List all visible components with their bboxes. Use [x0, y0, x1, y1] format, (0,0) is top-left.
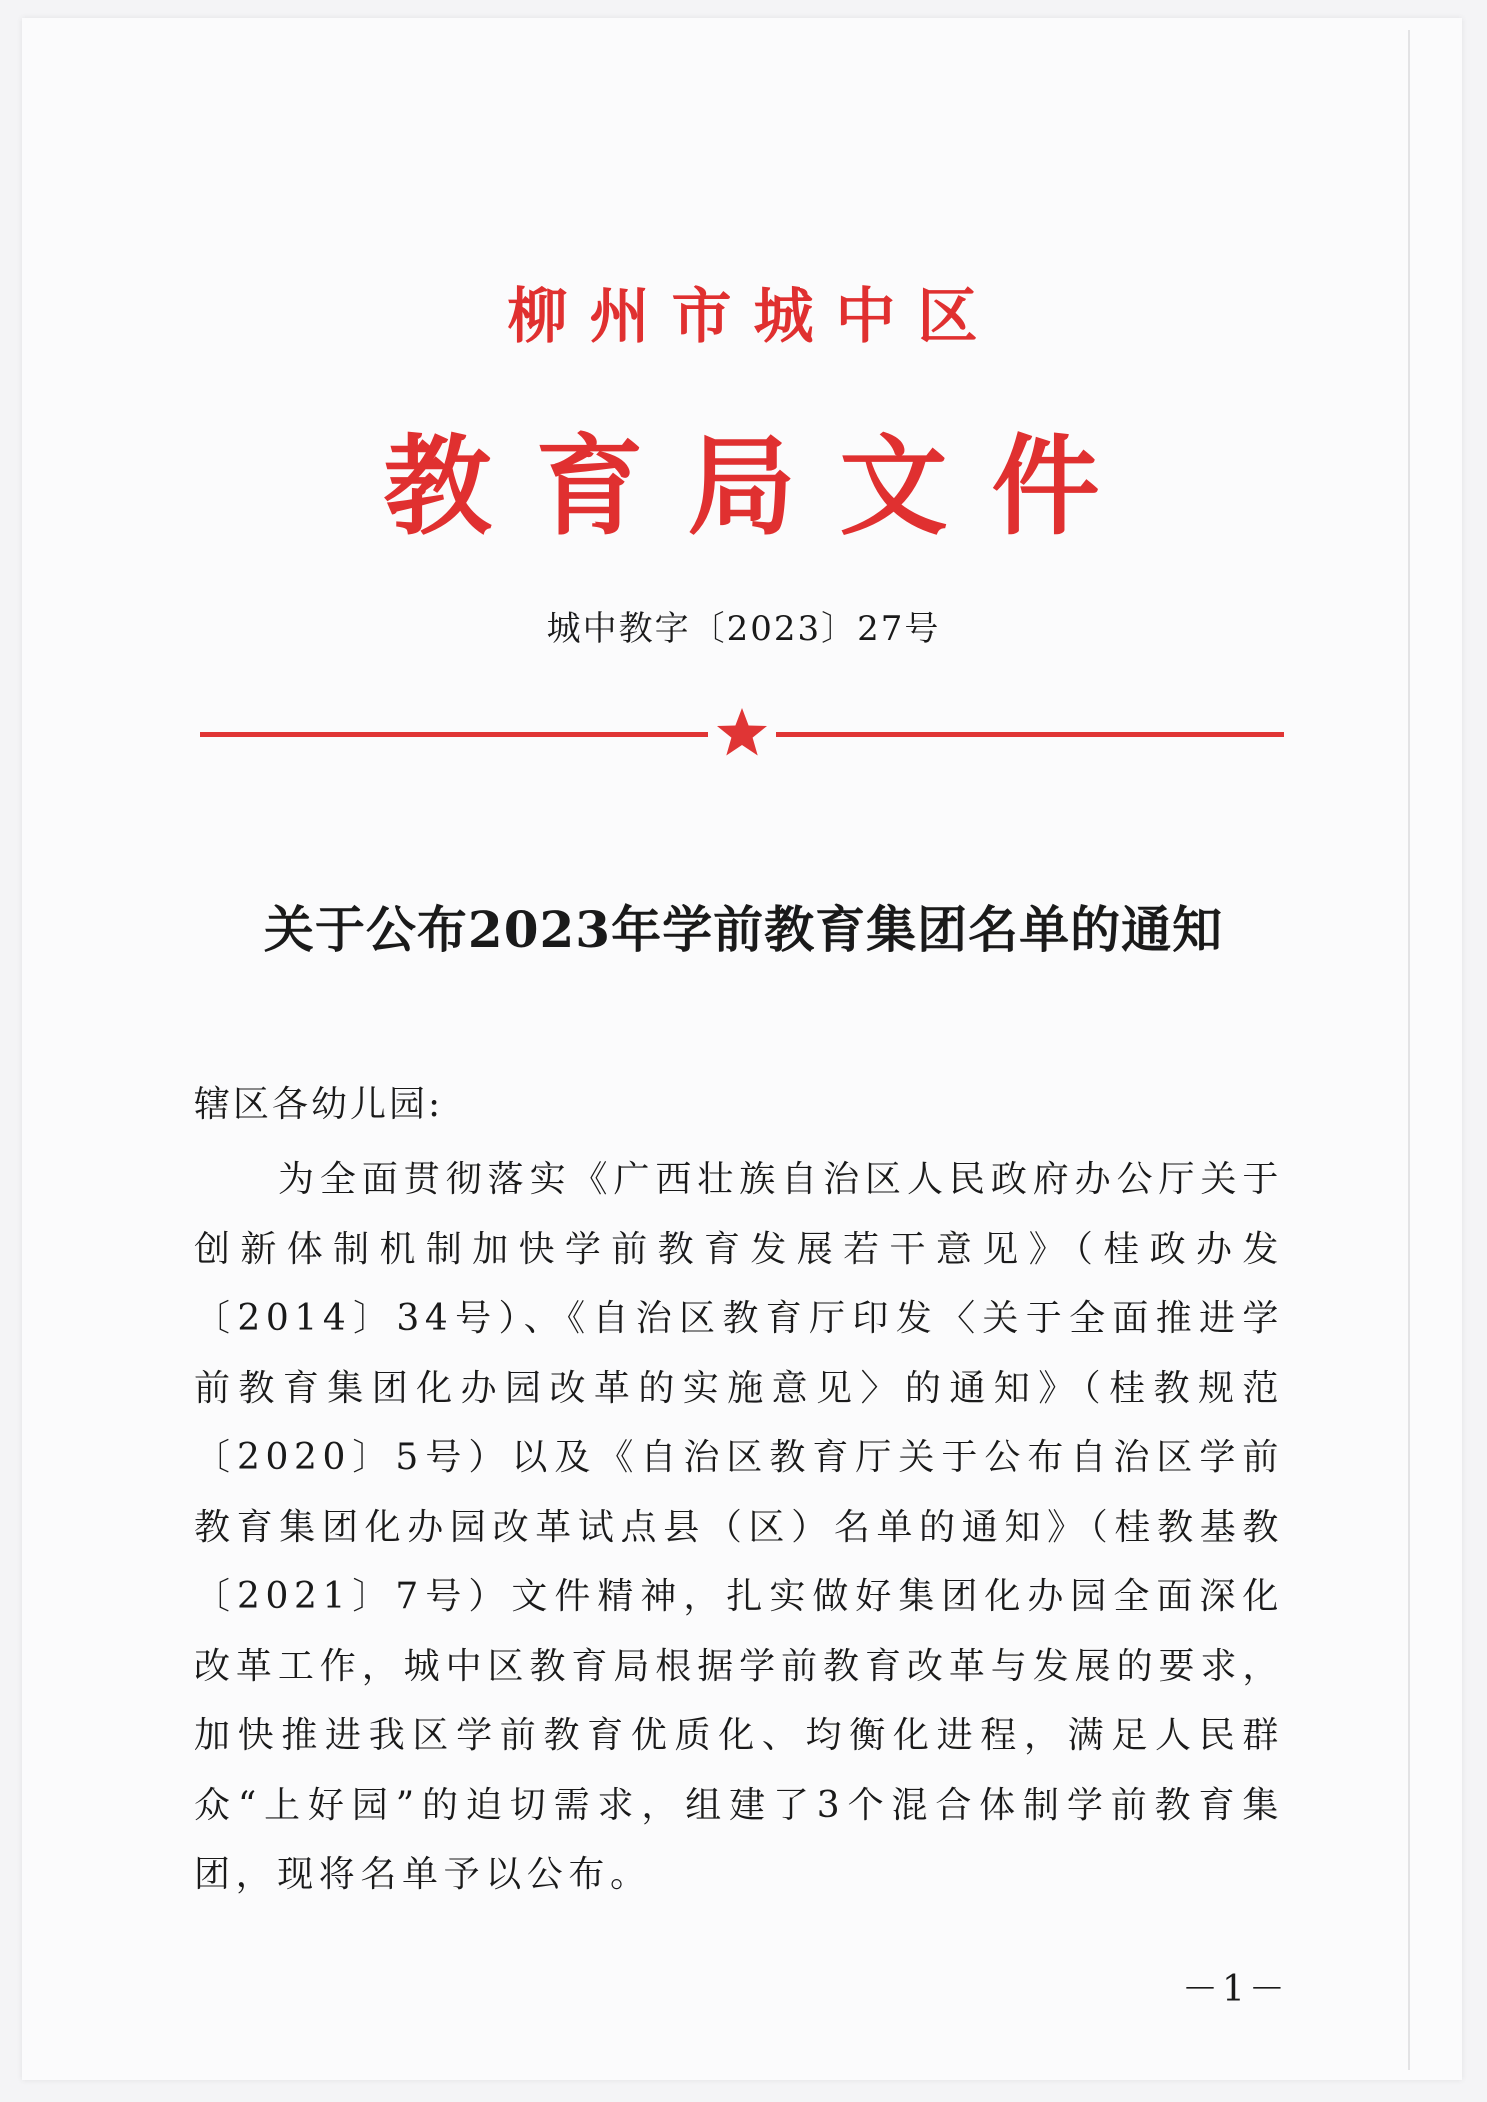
- red-star-icon: [714, 705, 770, 761]
- document-title: 关于公布2023年学前教育集团名单的通知: [263, 900, 1224, 959]
- red-divider-right: [776, 732, 1284, 737]
- body-paragraph: 为全面贯彻落实《广西壮族自治区人民政府办公厅关于创新体制机制加快学前教育发展若干意见》（桂政办发〔2014〕34号）、《自治区教育厅印发〈关于全面推进学前教育集团化办园改革的实施意见〉的通知》（桂教规范〔2020〕5号）以及《自治区教育厅关于公布自治区学前教育集团化办园改革试点县（区）名单的通知》（桂教基教〔2021〕7号）文件精神，扎实做好集团化办园全面深化改革工作，城中区教育局根据学前教育改革与发展的要求，加快推进我区学前教育优质化、均衡化进程，满足人民群众“上好园”的迫切需求，组建了3个混合体制学前教育集团，现将名单予以公布。: [194, 1159, 1284, 1895]
- document-number: 城中教字〔2023〕27号: [546, 609, 941, 649]
- salutation: 辖区各幼儿园:: [194, 1084, 444, 1125]
- issuer-line-2: 教育局文件: [383, 425, 1144, 550]
- page-number: －1－: [1182, 1969, 1289, 2010]
- issuer-line-1: 柳州市城中区: [507, 282, 1000, 352]
- red-divider-left: [200, 732, 708, 737]
